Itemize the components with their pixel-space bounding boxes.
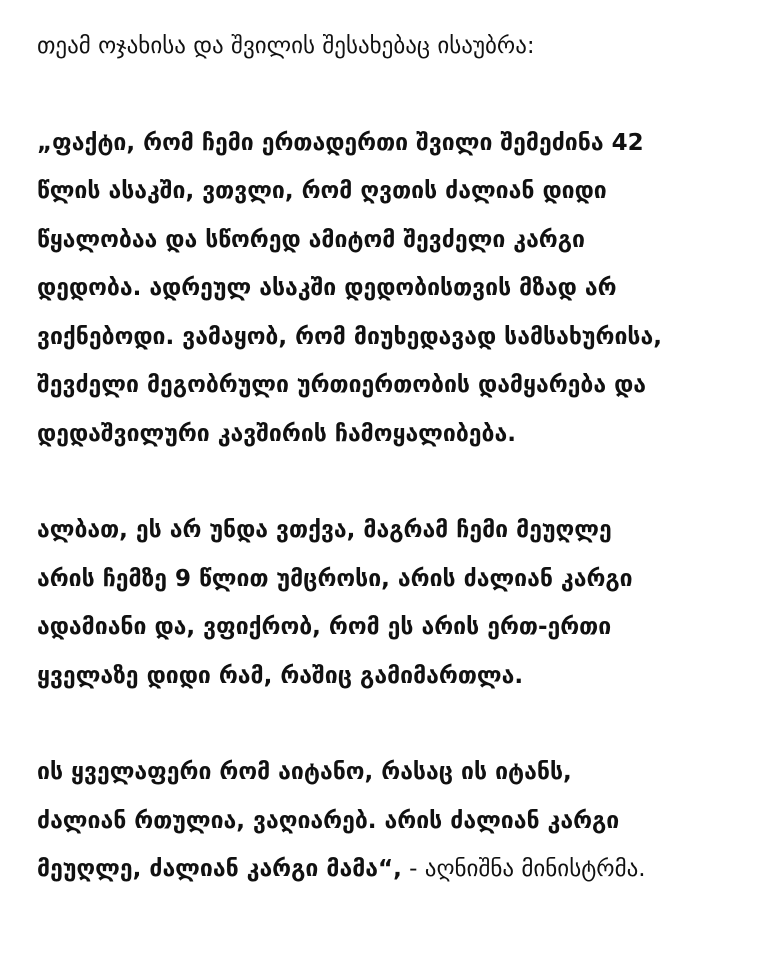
text-line: ყველაზე დიდი რამ, რაშიც გამიმართლა. — [37, 662, 524, 689]
text-line — [37, 845, 747, 894]
text-line: წლის ასაკში, ვთვლი, რომ ღვთის ძალიან დიდი — [37, 178, 607, 204]
text-line: შევძელი მეგობრული ურთიერთობის დამყარება და — [37, 372, 647, 398]
quote-paragraph-3 — [37, 748, 747, 894]
quote-closing-text: მეუღლე, ძალიან კარგი მამა“, — [37, 856, 402, 882]
text-line: „ფაქტი, რომ ჩემი ერთადერთი შვილი შემეძინა 42 — [37, 129, 644, 156]
article-body — [37, 22, 747, 894]
quote-paragraph-2 — [37, 506, 747, 700]
intro-text: თეამ ოჯახისა და შვილის შესახებაც ისაუბრა: — [37, 33, 535, 59]
text-line: დედობა. ადრეულ ასაკში დედობისთვის მზად არ — [37, 275, 617, 301]
text-line: წყალობაა და სწორედ ამიტომ შევძელი კარგი — [37, 226, 586, 253]
text-line: ალბათ, ეს არ უნდა ვთქვა, მაგრამ ჩემი მეუღლე — [37, 517, 612, 543]
attribution-text: - აღნიშნა მინისტრმა. — [401, 856, 646, 882]
text-line: ვიქნებოდი. ვამაყობ, რომ მიუხედავად სამსახურისა, — [37, 323, 662, 350]
quote-paragraph-1 — [37, 119, 747, 459]
text-line: ადამიანი და, ვფიქრობ, რომ ეს არის ერთ-ერთი — [37, 614, 612, 640]
text-line: არის ჩემზე 9 წლით უმცროსი, არის ძალიან კარგი — [37, 565, 633, 592]
text-line: ის ყველაფერი რომ აიტანო, რასაც ის იტანს, — [37, 759, 572, 785]
text-line: დედაშვილური კავშირის ჩამოყალიბება. — [37, 420, 516, 447]
text-line: ძალიან რთულია, ვაღიარებ. არის ძალიან კარგი — [37, 807, 620, 834]
